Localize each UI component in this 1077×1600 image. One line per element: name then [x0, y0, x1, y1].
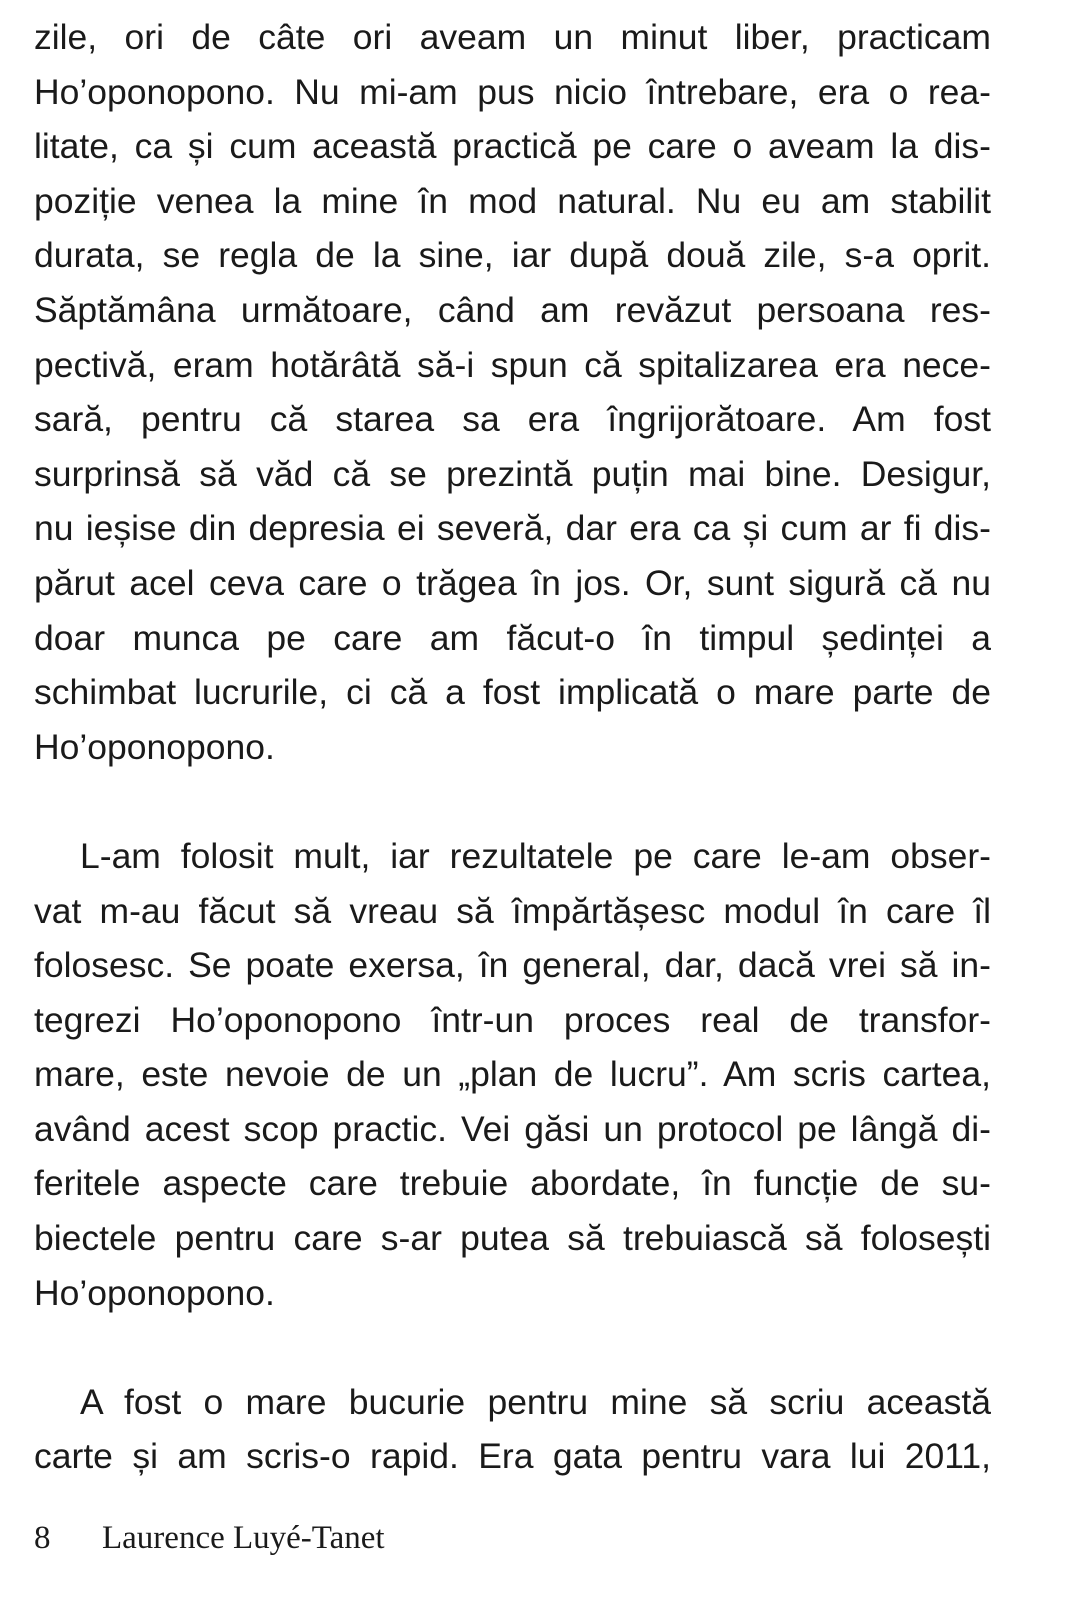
text-line: biectele pentru care s-ar putea să trebuiască să folosești: [34, 1218, 991, 1259]
paragraph-gap: [34, 1320, 991, 1375]
text-line: Săptămâna următoare, când am revăzut persoana res-: [34, 289, 991, 330]
text-line: L-am folosit mult, iar rezultatele pe care le-am obser-: [80, 835, 991, 876]
text-line: feritele aspecte care trebuie abordate, în funcție de su-: [34, 1163, 991, 1204]
text-line: părut acel ceva care o trăgea în jos. Or, sunt sigură că nu: [34, 562, 991, 603]
text-line: zile, ori de câte ori aveam un minut liber, practicam: [34, 17, 991, 57]
text-line: durata, se regla de la sine, iar după două zile, s-a oprit.: [34, 235, 991, 276]
paragraph-gap: [34, 774, 991, 829]
text-line: tegrezi Ho’oponopono într-un proces real de transfor-: [34, 999, 991, 1040]
paragraph-2: [34, 829, 991, 1320]
text-line: carte și am scris-o rapid. Era gata pentru vara lui 2011,: [34, 1436, 991, 1477]
paragraph-1: [34, 10, 991, 774]
page-body: [34, 10, 991, 1484]
text-line: mare, este nevoie de un „plan de lucru”. Am scris cartea,: [34, 1054, 991, 1095]
text-line: poziție venea la mine în mod natural. Nu eu am stabilit: [34, 180, 991, 221]
text-line: având acest scop practic. Vei găsi un protocol pe lângă di-: [34, 1108, 991, 1149]
text-line: Ho’oponopono. Nu mi-am pus nicio întrebare, era o rea-: [34, 71, 991, 112]
page-footer: [34, 1516, 385, 1560]
text-line: sară, pentru că starea sa era îngrijorătoare. Am fost: [34, 399, 991, 440]
text-line: doar munca pe care am făcut-o în timpul ședinței a: [34, 617, 991, 658]
text-line: Ho’oponopono.: [34, 1272, 275, 1313]
text-line: surprinsă să văd că se prezintă puțin mai bine. Desigur,: [34, 453, 991, 494]
text-line: schimbat lucrurile, ci că a fost implicată o mare parte de: [34, 672, 991, 713]
text-line: litate, ca și cum această practică pe care o aveam la dis-: [34, 126, 991, 167]
text-line: Ho’oponopono.: [34, 726, 275, 767]
running-head-author: Laurence Luyé-Tanet: [102, 1520, 385, 1556]
text-line: A fost o mare bucurie pentru mine să scriu această: [80, 1381, 991, 1422]
text-line: nu ieșise din depresia ei severă, dar era ca și cum ar fi dis-: [34, 508, 991, 549]
page-number: 8: [34, 1520, 51, 1556]
paragraph-3: [34, 1375, 991, 1484]
text-line: pectivă, eram hotărâtă să-i spun că spitalizarea era nece-: [34, 344, 991, 385]
text-line: folosesc. Se poate exersa, în general, dar, dacă vrei să in-: [34, 945, 991, 986]
text-line: vat m-au făcut să vreau să împărtășesc modul în care îl: [34, 890, 991, 931]
